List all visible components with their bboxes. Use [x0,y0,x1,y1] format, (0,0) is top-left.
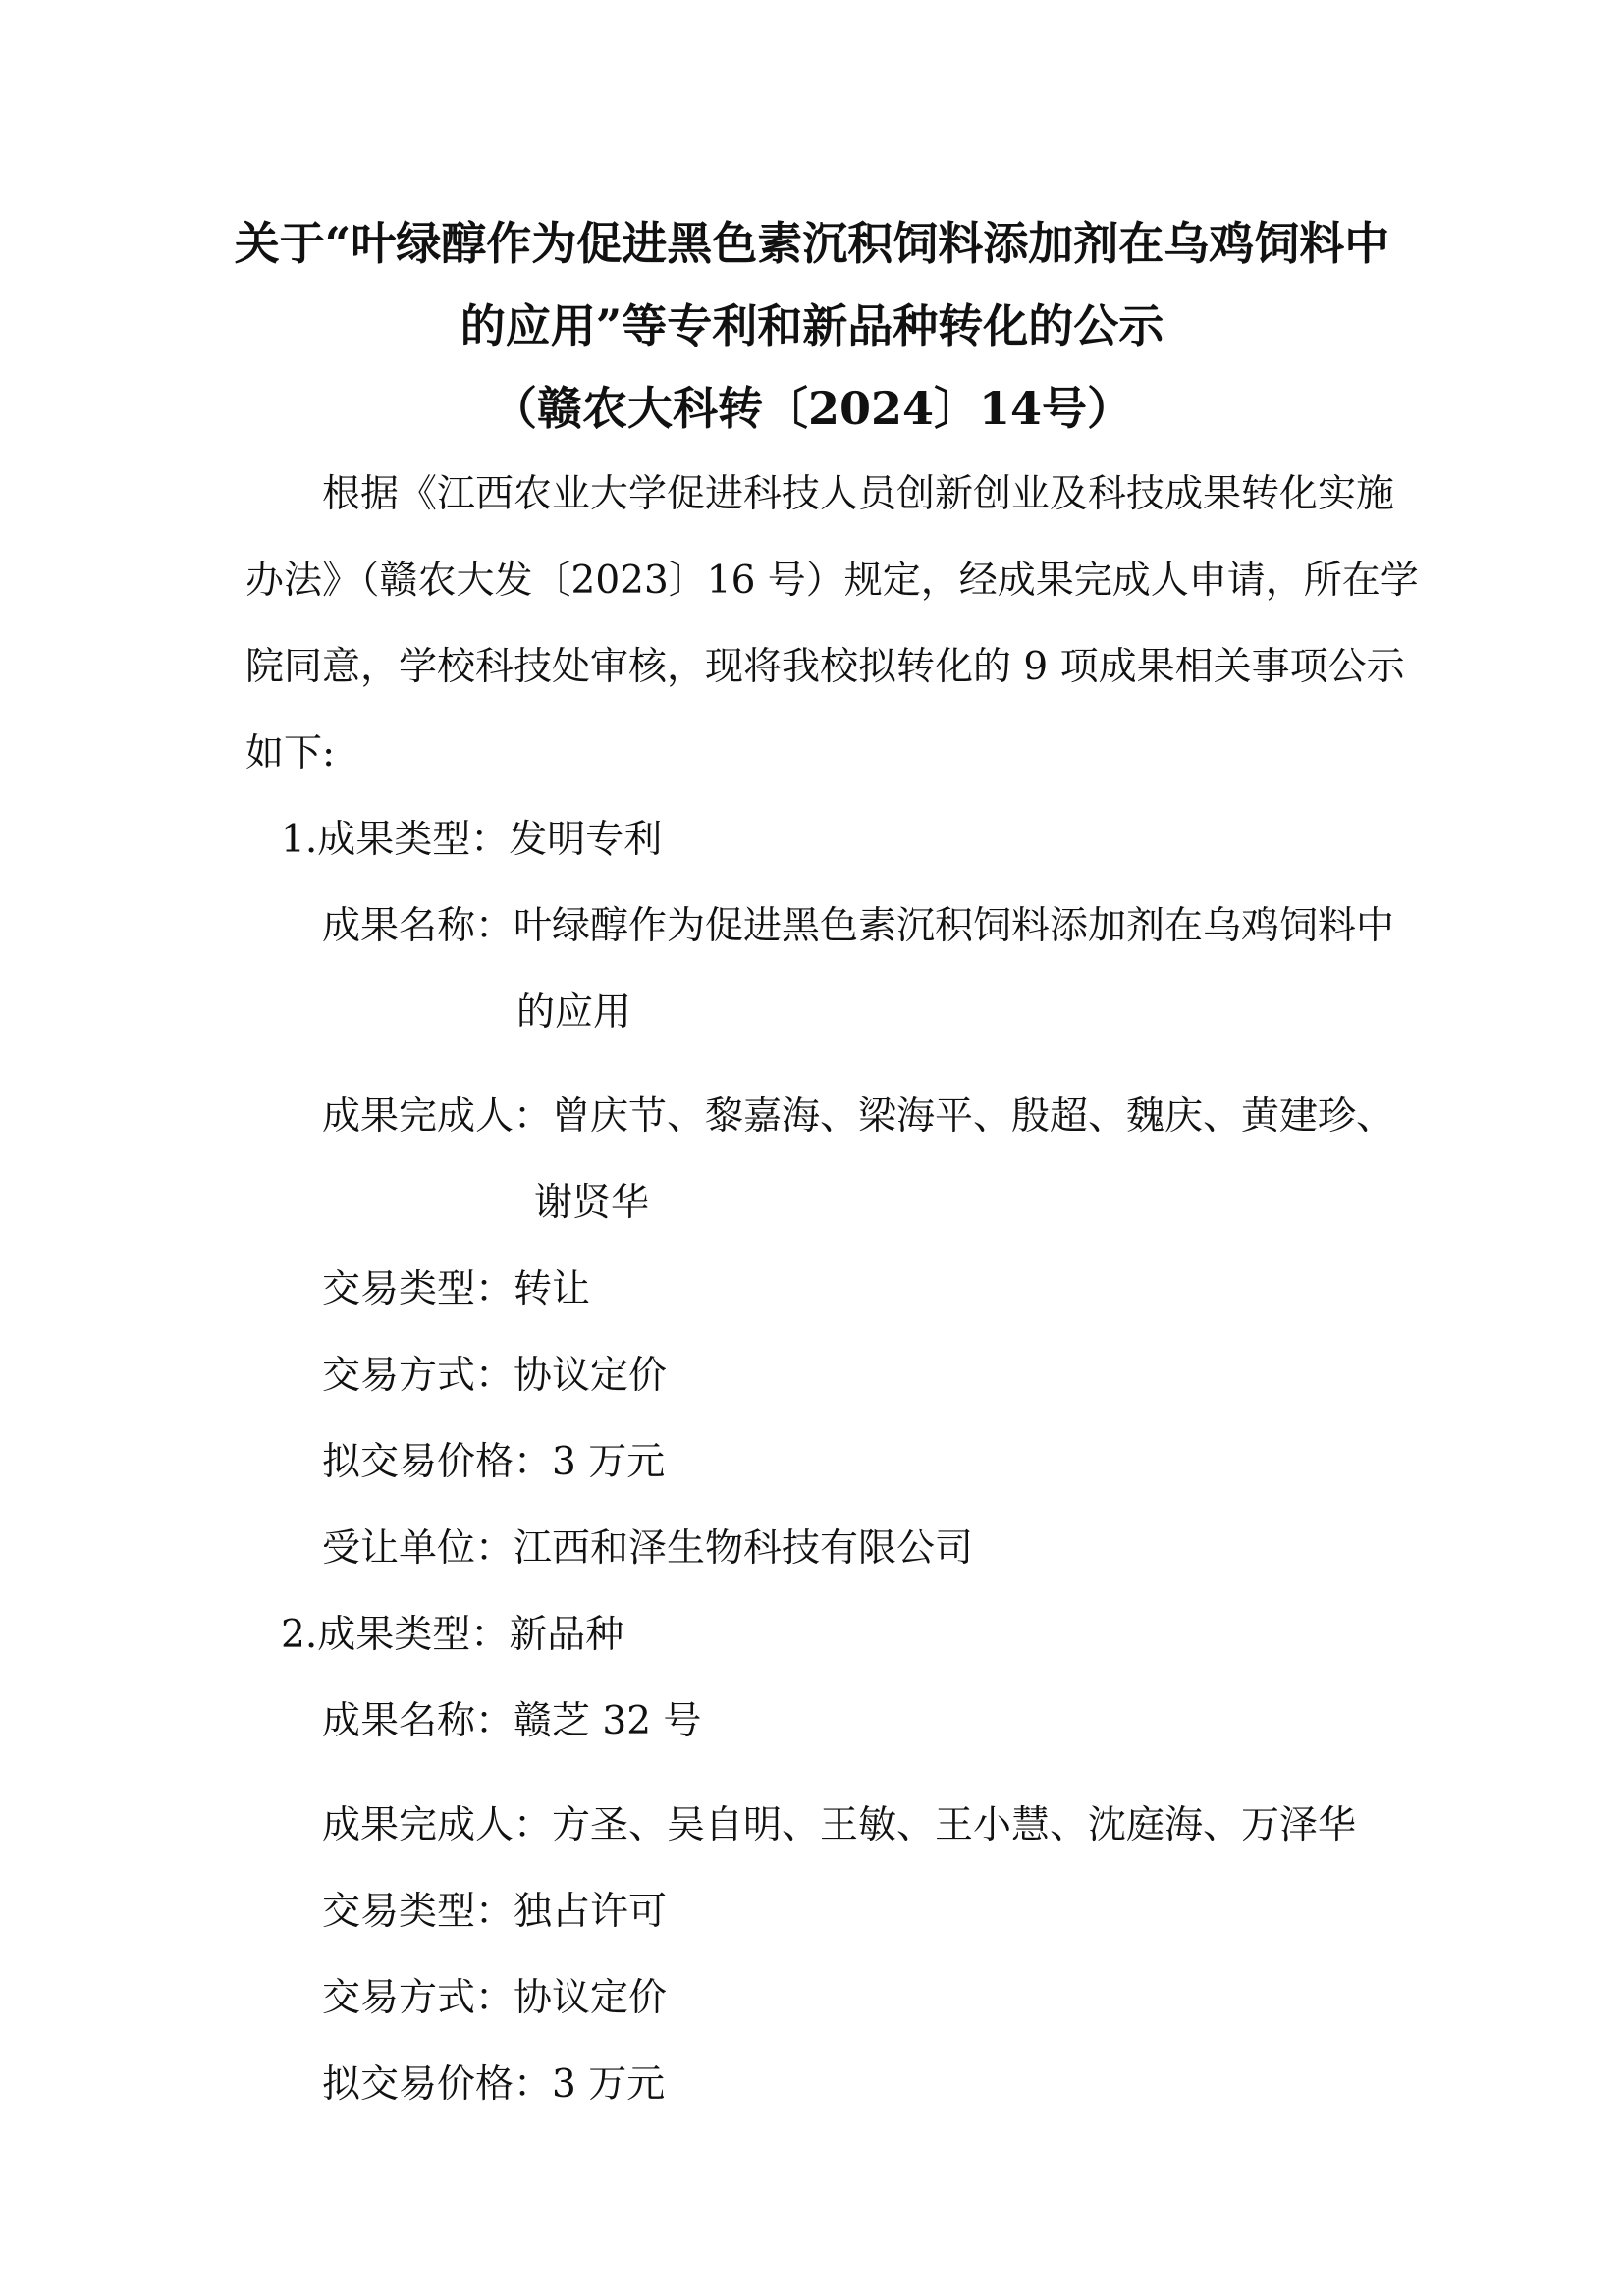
intro-line-2: 办法》（赣农大发〔2023〕16 号）规定，经成果完成人申请，所在学 [245,559,1419,603]
item-1-inventors-line-1: 成果完成人：曾庆节、黎嘉海、梁海平、殷超、魏庆、黄建珍、 [322,1095,1395,1139]
document-title-line-2: 的应用”等专利和新品种转化的公示 [460,299,1164,352]
intro-line-1: 根据《江西农业大学促进科技人员创新创业及科技成果转化实施 [322,472,1395,516]
document-number: （赣农大科转〔2024〕14号） [491,382,1133,435]
intro-line-4: 如下: [245,731,336,775]
intro-line-3: 院同意，学校科技处审核，现将我校拟转化的 9 项成果相关事项公示 [245,645,1405,689]
item-2-name-line-1: 成果名称：赣芝 32 号 [322,1699,702,1743]
document-title-line-1: 关于“叶绿醇作为促进黑色素沉积饲料添加剂在乌鸡饲料中 [234,217,1390,270]
item-2-inventors-line-1: 成果完成人：方圣、吴自明、王敏、王小慧、沈庭海、万泽华 [322,1803,1357,1847]
item-2-price: 拟交易价格：3 万元 [322,2062,666,2107]
item-2-type: 2.成果类型：新品种 [281,1613,624,1657]
item-1-assignee: 受让单位：江西和泽生物科技有限公司 [322,1526,974,1571]
item-1-name-line-1: 成果名称：叶绿醇作为促进黑色素沉积饲料添加剂在乌鸡饲料中 [322,904,1395,948]
item-1-trade-method: 交易方式：协议定价 [322,1354,668,1398]
item-1-inventors-line-2: 谢贤华 [534,1181,650,1225]
item-2-trade-method: 交易方式：协议定价 [322,1976,668,2020]
item-1-trade-type: 交易类型：转让 [322,1267,591,1311]
item-1-type: 1.成果类型：发明专利 [281,818,663,862]
item-1-price: 拟交易价格：3 万元 [322,1440,666,1484]
item-1-name-line-2: 的应用 [516,990,632,1035]
item-2-trade-type: 交易类型：独占许可 [322,1890,668,1934]
